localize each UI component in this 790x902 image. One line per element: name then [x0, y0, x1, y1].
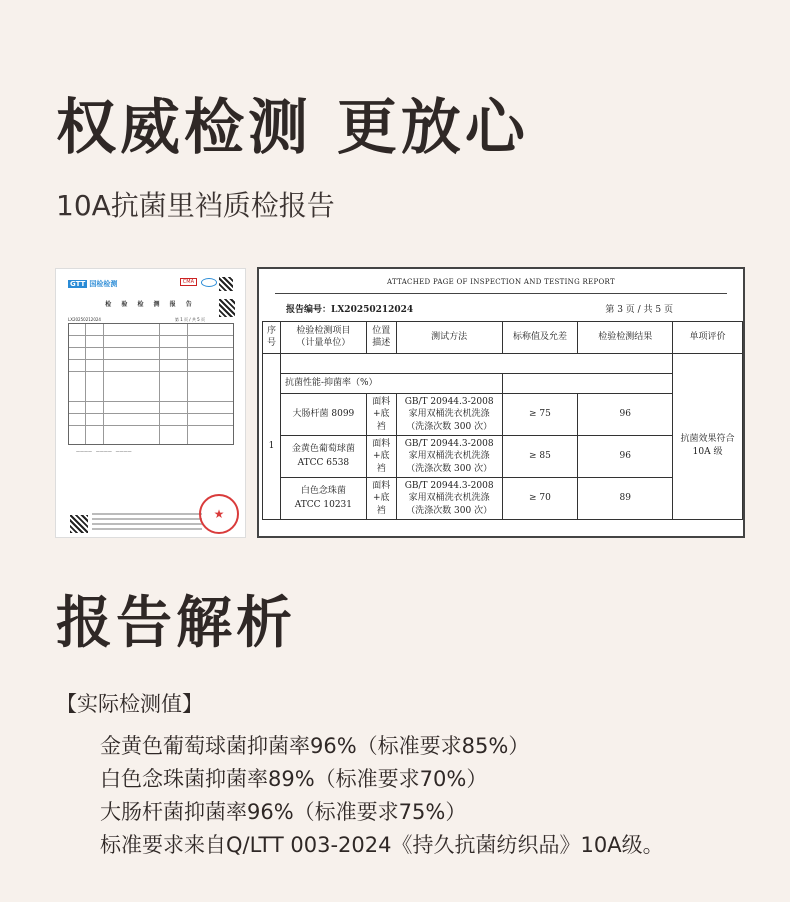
table-row: 金黄色葡萄球菌 ATCC 6538 面料 +底 裆 GB/T 20944.3-2008 家用双桶洗衣机洗涤 （洗涤次数 300 次） ≥ 85 96: [263, 436, 743, 478]
table-spacer-row: [263, 354, 743, 374]
header-item: 检验检测项目 （计量单位）: [280, 322, 366, 354]
header-evaluation: 单项评价: [673, 322, 743, 354]
signature-line: ———— ———— ————: [76, 449, 132, 454]
analysis-list: [100, 730, 664, 862]
table-row: 白色念珠菌 ATCC 10231 面料 +底 裆 GB/T 20944.3-2008 家用双桶洗衣机洗涤 （洗涤次数 300 次） ≥ 70 89: [263, 478, 743, 520]
report-cover-table: [68, 323, 234, 445]
table-group-row: [263, 374, 743, 394]
qr-code-icon: [219, 299, 235, 317]
group-label: 抗菌性能-抑菌率（%）: [280, 374, 502, 394]
attached-page-heading: ATTACHED PAGE OF INSPECTION AND TESTING REPORT: [387, 278, 615, 286]
cnas-icon: [201, 278, 217, 287]
gtt-logo: GTT 国检检测: [70, 280, 118, 288]
list-item: 白色念珠菌抑菌率89%（标准要求70%）: [100, 767, 488, 791]
header-seq: 序 号: [263, 322, 281, 354]
qr-code-icon: [70, 515, 88, 533]
attached-report-number: 报告编号：LX20250212024: [286, 305, 414, 315]
report-cover-number: LX20250212024: [68, 317, 101, 322]
cma-mark: CMA: [180, 278, 197, 286]
list-item: 金黄色葡萄球菌抑菌率96%（标准要求85%）: [100, 734, 530, 758]
page-subtitle: 10A抗菌里裆质检报告: [56, 189, 335, 222]
report-cover-page: 第 1 页 / 共 5 页: [174, 317, 205, 322]
attached-page-number: 第 3 页 / 共 5 页: [605, 305, 673, 315]
page-title: 权威检测 更放心: [56, 93, 529, 163]
header-result: 检验检测结果: [578, 322, 673, 354]
analysis-title: 报告解析: [56, 591, 296, 656]
evaluation-cell: 抗菌效果符合 10A 级: [673, 374, 743, 520]
red-seal-stamp: ★: [199, 494, 239, 534]
report-cover-title: 检 验 检 测 报 告: [105, 301, 196, 308]
inspection-table: [262, 321, 743, 520]
list-item: 大肠杆菌抑菌率96%（标准要求75%）: [100, 800, 467, 824]
header-method: 测试方法: [396, 322, 502, 354]
header-position: 位置 描述: [366, 322, 396, 354]
header-standard: 标称值及允差: [502, 322, 578, 354]
attached-inspection-page: [257, 267, 745, 538]
list-item: 标准要求来自Q/LTT 003-2024《持久抗菌纺织品》10A级。: [100, 833, 664, 857]
report-cover-thumbnail: [55, 268, 246, 538]
seq-cell: 1: [263, 374, 281, 520]
table-row: 大肠杆菌 8099 面料 +底 裆 GB/T 20944.3-2008 家用双桶洗衣机洗涤 （洗涤次数 300 次） ≥ 75 96: [263, 394, 743, 436]
table-header-row: [263, 322, 743, 354]
qr-code-icon: [219, 277, 233, 291]
report-cover-footer: [92, 513, 202, 533]
analysis-heading: 【实际检测值】: [56, 692, 203, 716]
